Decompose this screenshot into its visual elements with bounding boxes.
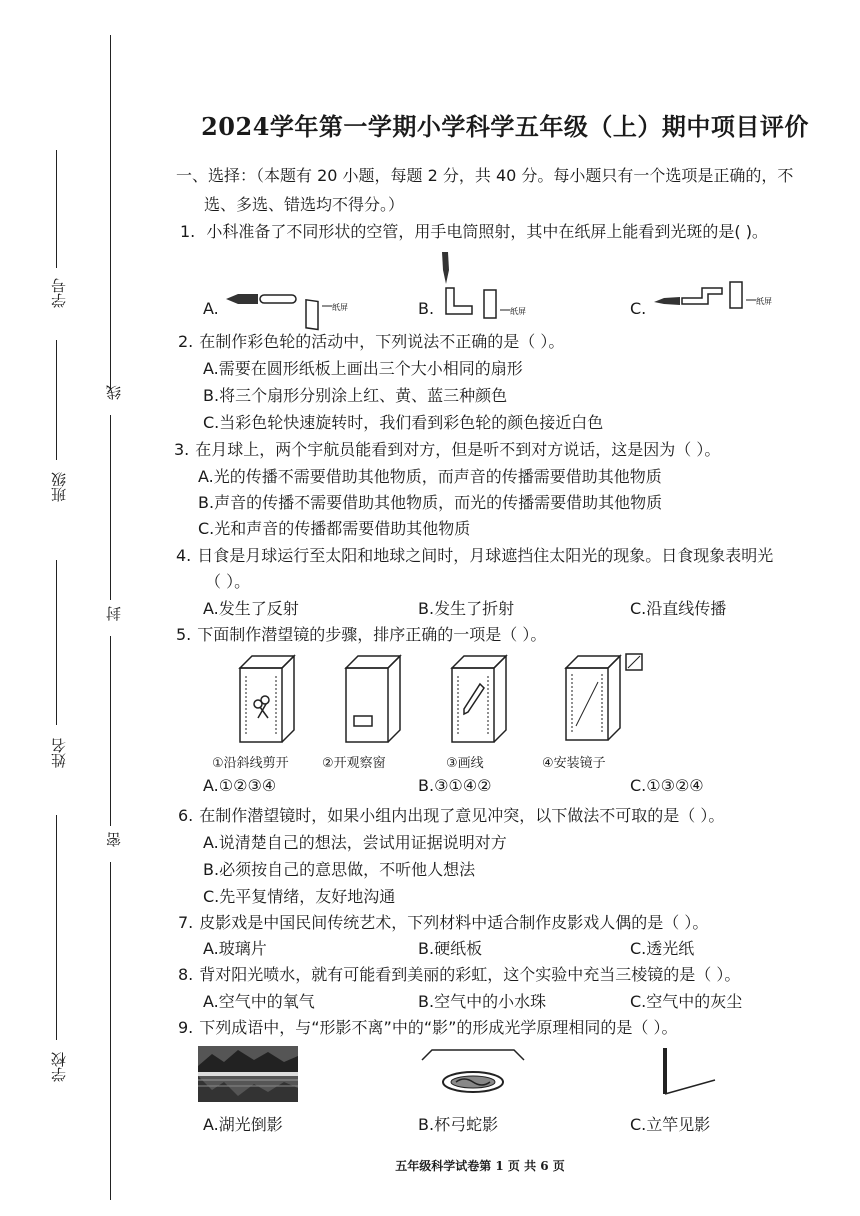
flashlight-icon <box>654 297 680 305</box>
question-5: 5. 下面制作潜望镜的步骤，排序正确的一项是（ ）。 <box>176 625 547 644</box>
paper-screen <box>730 282 742 308</box>
binding-line-lower <box>110 862 111 1200</box>
class-label: 班级 <box>50 472 68 502</box>
section-heading: 一、选择：（本题有 20 小题，每题 2 分，共 40 分。每小题只有一个选项是正确的，不 <box>176 166 794 185</box>
student-no-label: 学号 <box>50 278 68 308</box>
q5-step-4-figure <box>564 648 654 744</box>
q8-option-a[interactable]: A.空气中的氧气 <box>203 992 315 1011</box>
q8-option-b[interactable]: B.空气中的小水珠 <box>418 992 547 1011</box>
q9-option-a[interactable]: A.湖光倒影 <box>203 1115 283 1134</box>
flashlight-icon <box>442 252 449 284</box>
question-8: 8. 背对阳光喷水，就有可能看到美丽的彩虹，这个实验中充当三棱镜的是（ ）。 <box>178 965 741 984</box>
question-1 <box>180 219 768 242</box>
q3-option-c[interactable]: C.光和声音的传播都需要借助其他物质 <box>198 519 471 538</box>
question-9: 9. 下列成语中，与“形影不离”中的“影”的形成光学原理相同的是（ ）。 <box>178 1018 678 1037</box>
q1-option-a[interactable]: A. <box>203 299 219 318</box>
q7-option-b[interactable]: B.硬纸板 <box>418 939 483 958</box>
q5-step-2-figure <box>344 654 414 744</box>
student-no-field[interactable] <box>56 150 57 268</box>
q9-option-c[interactable]: C.立竿见影 <box>630 1115 711 1134</box>
question-number: 1. <box>180 222 196 241</box>
mirror-icon <box>626 654 642 670</box>
school-label: 学校 <box>50 1052 68 1082</box>
question-7: 7. 皮影戏是中国民间传统艺术，下列材料中适合制作皮影戏人偶的是（ ）。 <box>178 913 709 932</box>
question-4: 4. 日食是月球运行至太阳和地球之间时，月球遮挡住太阳光的现象。日食现象表明光 <box>176 546 774 565</box>
q2-option-b[interactable]: B.将三个扇形分别涂上红、黄、蓝三种颜色 <box>203 386 508 405</box>
section-heading-cont: 选、多选、错选均不得分。） <box>204 195 405 214</box>
bent-tube <box>446 288 472 314</box>
q4-option-b[interactable]: B.发生了折射 <box>418 599 515 618</box>
q3-option-b[interactable]: B.声音的传播不需要借助其他物质，而光的传播需要借助其他物质 <box>198 493 663 512</box>
question-3: 3. 在月球上，两个宇航员能看到对方，但是听不到对方说话，这是因为（ ）。 <box>174 440 721 459</box>
page-footer: 五年级科学试卷第 1 页 共 6 页 <box>395 1159 565 1173</box>
q1-option-b[interactable]: B. <box>418 299 435 318</box>
name-field[interactable] <box>56 560 57 725</box>
q7-option-a[interactable]: A.玻璃片 <box>203 939 267 958</box>
straight-tube <box>260 295 296 303</box>
paper-screen <box>484 290 496 318</box>
seal-char-seal: 封 <box>105 606 123 621</box>
pencil-icon <box>464 684 484 714</box>
q1-figure-b <box>436 250 536 330</box>
question-4-cont: （ ）。 <box>205 572 251 591</box>
q9-option-b[interactable]: B.杯弓蛇影 <box>418 1115 499 1134</box>
q6-option-b[interactable]: B.必须按自己的意思做，不听他人想法 <box>203 860 476 879</box>
q4-option-c[interactable]: C.沿直线传播 <box>630 599 727 618</box>
name-label: 姓名 <box>50 738 68 768</box>
q5-option-a[interactable]: A.①②③④ <box>203 776 277 795</box>
q5-caption-1: ①沿斜线剪开 <box>212 756 289 771</box>
q5-caption-2: ②开观察窗 <box>322 756 386 771</box>
binding-line-mid1 <box>110 415 111 600</box>
q1-figure-a <box>222 286 392 326</box>
q9-figure-pole-shadow <box>655 1046 725 1102</box>
q5-step-3-figure <box>450 654 520 744</box>
question-text: 小科准备了不同形状的空管，用手电筒照射，其中在纸屏上能看到光斑的是( )。 <box>206 222 768 241</box>
q2-option-a[interactable]: A.需要在圆形纸板上画出三个大小相同的扇形 <box>203 359 523 378</box>
observation-window <box>354 716 372 726</box>
question-6: 6. 在制作潜望镜时，如果小组内出现了意见冲突，以下做法不可取的是（ ）。 <box>178 806 725 825</box>
q6-option-a[interactable]: A.说清楚自己的想法，尝试用证据说明对方 <box>203 833 507 852</box>
q6-option-c[interactable]: C.先平复情绪，友好地沟通 <box>203 887 396 906</box>
q5-option-b[interactable]: B.③①④② <box>418 776 492 795</box>
q2-option-c[interactable]: C.当彩色轮快速旋转时，我们看到彩色轮的颜色接近白色 <box>203 413 604 432</box>
q5-step-1-figure <box>238 654 308 744</box>
q5-caption-4: ④安装镜子 <box>542 756 606 771</box>
class-field[interactable] <box>56 340 57 460</box>
question-2: 2. 在制作彩色轮的活动中，下列说法不正确的是（ ）。 <box>178 332 565 351</box>
q5-caption-3: ③画线 <box>446 756 484 771</box>
q7-option-c[interactable]: C.透光纸 <box>630 939 695 958</box>
q1-option-c[interactable]: C. <box>630 299 647 318</box>
screen-label: 纸屏 <box>332 303 348 312</box>
page-title: 2024学年第一学期小学科学五年级（上）期中项目评价 <box>201 112 809 141</box>
binding-line-upper <box>110 35 111 390</box>
flashlight-icon <box>226 294 258 304</box>
q9-figure-cup-bow <box>418 1046 528 1102</box>
seal-char-secret: 密 <box>105 832 123 847</box>
zigzag-tube <box>682 288 722 304</box>
school-field[interactable] <box>56 815 57 1040</box>
svg-text:纸屏: 纸屏 <box>510 307 526 316</box>
q5-option-c[interactable]: C.①③②④ <box>630 776 704 795</box>
seal-char-line: 线 <box>105 385 123 400</box>
scissors-icon <box>254 696 269 718</box>
q9-figure-lake-reflection <box>198 1046 298 1102</box>
q3-option-a[interactable]: A.光的传播不需要借助其他物质，而声音的传播需要借助其他物质 <box>198 467 662 486</box>
q1-figure-c <box>650 280 790 320</box>
binding-line-mid2 <box>110 636 111 826</box>
q8-option-c[interactable]: C.空气中的灰尘 <box>630 992 743 1011</box>
q4-option-a[interactable]: A.发生了反射 <box>203 599 299 618</box>
svg-text:纸屏: 纸屏 <box>756 297 772 306</box>
paper-screen <box>306 300 318 330</box>
